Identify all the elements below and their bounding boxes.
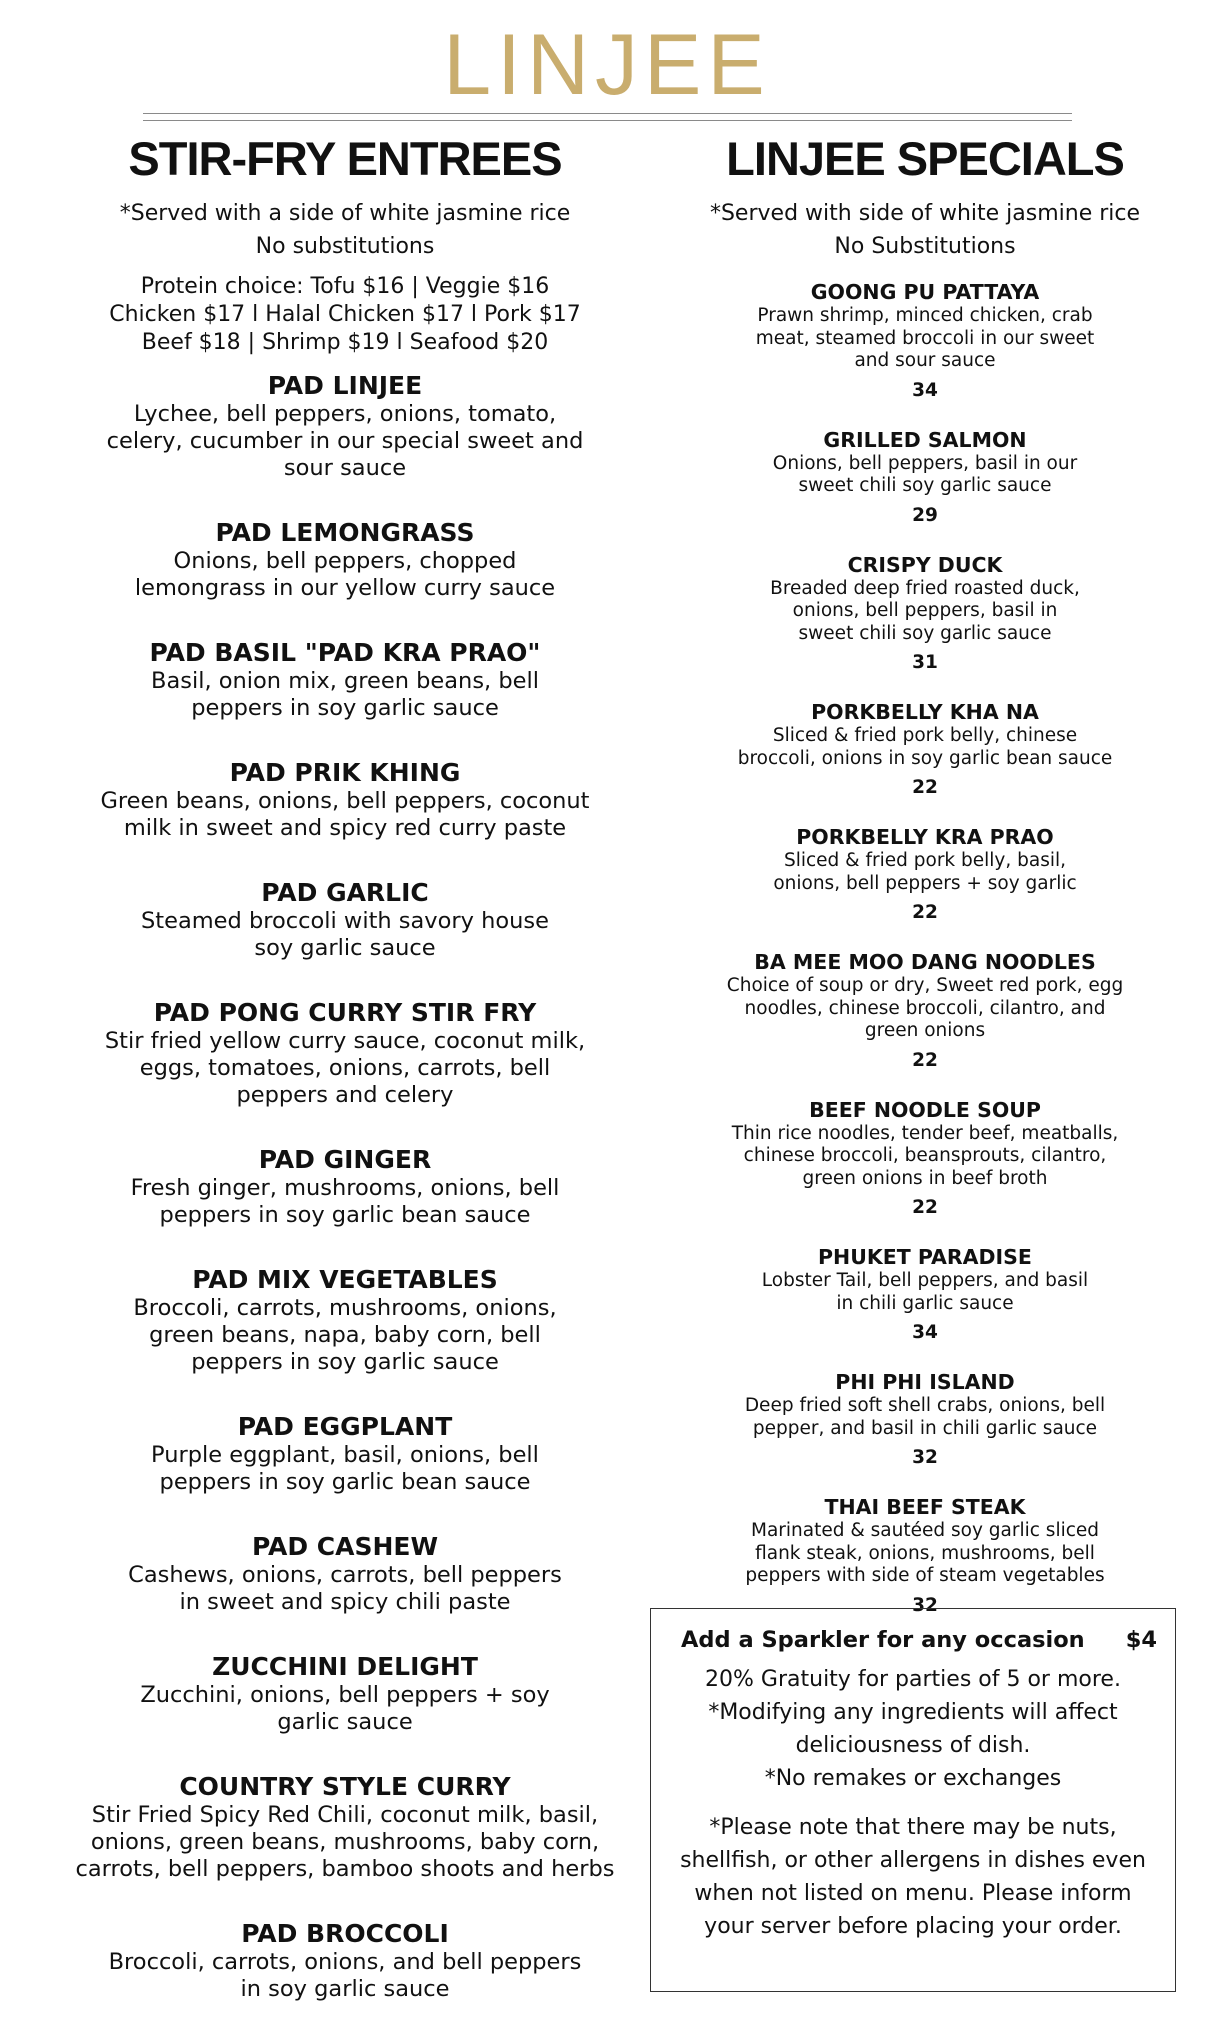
dish-description: peppers and celery — [236, 1082, 454, 1109]
special-price: 32 — [912, 1447, 938, 1469]
dish-name: PAD PONG CURRY STIR FRY — [153, 998, 537, 1028]
allergen-notice — [665, 1811, 1161, 1943]
special-item — [665, 552, 1185, 676]
menu-item — [60, 1772, 630, 1883]
special-description: peppers with side of steam vegetables — [745, 1565, 1105, 1587]
special-description: Choice of soup or dry, Sweet red pork, egg — [726, 975, 1124, 997]
dish-description: in sweet and spicy chili paste — [179, 1589, 511, 1616]
special-price: 34 — [912, 1322, 938, 1344]
special-description: Sliced & fried pork belly, chinese — [772, 725, 1078, 747]
specials-list — [665, 279, 1185, 1618]
special-item — [665, 1494, 1185, 1618]
allergen-line: your server before placing your order. — [704, 1914, 1122, 1939]
dish-description: Green beans, onions, bell peppers, coconut — [100, 788, 590, 815]
special-name: BA MEE MOO DANG NOODLES — [754, 950, 1096, 975]
special-description: sweet chili soy garlic sauce — [798, 622, 1052, 644]
dish-description: carrots, bell peppers, bamboo shoots and herbs — [75, 1856, 615, 1883]
menu-item — [60, 1652, 630, 1736]
dish-name: PAD MIX VEGETABLES — [192, 1265, 498, 1295]
special-description: flank steak, onions, mushrooms, bell — [755, 1542, 1095, 1564]
info-box — [650, 1608, 1176, 1992]
special-description: Lobster Tail, bell peppers, and basil — [761, 1270, 1089, 1292]
dish-description: Stir Fried Spicy Red Chili, coconut milk, basil, — [91, 1802, 599, 1829]
special-price: 22 — [912, 1197, 938, 1219]
dish-description: onions, green beans, mushrooms, baby corn, — [90, 1829, 600, 1856]
special-name: PORKBELLY KRA PRAO — [796, 825, 1054, 850]
dish-description: lemongrass in our yellow curry sauce — [134, 575, 556, 602]
menu-item — [60, 998, 630, 1109]
special-description: and sour sauce — [854, 350, 996, 372]
brand-logo: LINJEE — [443, 17, 771, 113]
dish-description: Broccoli, carrots, onions, and bell peppers — [108, 1949, 582, 1976]
menu-item — [60, 371, 630, 482]
dish-description: peppers in soy garlic bean sauce — [159, 1202, 531, 1229]
special-item — [665, 1369, 1185, 1470]
dish-name: ZUCCHINI DELIGHT — [212, 1652, 478, 1682]
sparkler-row — [665, 1627, 1161, 1653]
special-description: chinese broccoli, beansprouts, cilantro, — [743, 1145, 1107, 1167]
menu-item — [60, 878, 630, 962]
special-price: 22 — [912, 902, 938, 924]
menu-item — [60, 758, 630, 842]
special-name: PORKBELLY KHA NA — [811, 700, 1039, 725]
allergen-line: when not listed on menu. Please inform — [694, 1881, 1132, 1906]
divider-line — [143, 113, 1072, 114]
dish-description: Zucchini, onions, bell peppers + soy — [140, 1682, 550, 1709]
dish-description: garlic sauce — [277, 1709, 413, 1736]
info-line: 20% Gratuity for parties of 5 or more. — [705, 1667, 1121, 1692]
special-name: PHI PHI ISLAND — [835, 1370, 1015, 1395]
allergen-line: *Please note that there may be nuts, — [709, 1815, 1117, 1840]
special-name: PHUKET PARADISE — [818, 1245, 1032, 1270]
dish-name: COUNTRY STYLE CURRY — [179, 1772, 511, 1802]
menu-item — [60, 1412, 630, 1496]
special-price: 34 — [912, 379, 938, 401]
special-description: onions, bell peppers, basil in — [792, 600, 1058, 622]
divider-line — [143, 120, 1072, 121]
dish-name: PAD EGGPLANT — [237, 1412, 453, 1442]
special-item — [665, 427, 1185, 528]
stir-fry-section — [60, 128, 630, 2039]
menu-item — [60, 1919, 630, 2003]
special-description: sweet chili soy garlic sauce — [798, 475, 1052, 497]
protein-line: Chicken $17 l Halal Chicken $17 l Pork $17 — [109, 302, 581, 328]
special-price: 32 — [912, 1594, 938, 1616]
specials-title: LINJEE SPECIALS — [726, 132, 1124, 185]
special-price: 22 — [912, 1049, 938, 1071]
special-item — [665, 279, 1185, 403]
dish-description: green beans, napa, baby corn, bell — [149, 1322, 541, 1349]
dish-name: PAD CASHEW — [251, 1532, 439, 1562]
menu-item — [60, 1145, 630, 1229]
protein-line: Protein choice: Tofu $16 | Veggie $16 — [140, 274, 550, 300]
dish-description: Lychee, bell peppers, onions, tomato, — [133, 401, 557, 428]
dish-description: Cashews, onions, carrots, bell peppers — [128, 1562, 562, 1589]
dish-description: Onions, bell peppers, chopped — [173, 548, 517, 575]
special-description: Onions, bell peppers, basil in our — [772, 452, 1078, 474]
info-line: *Modifying any ingredients will affect — [708, 1700, 1118, 1725]
protein-choices — [60, 273, 630, 357]
special-item — [665, 699, 1185, 800]
menu-item — [60, 518, 630, 602]
special-description: Thin rice noodles, tender beef, meatballs, — [731, 1122, 1119, 1144]
special-name: GOONG PU PATTAYA — [810, 280, 1040, 305]
specials-note: *Served with side of white jasmine rice — [709, 201, 1141, 227]
special-item — [665, 824, 1185, 925]
menu-item — [60, 638, 630, 722]
info-line: deliciousness of dish. — [795, 1733, 1031, 1758]
sparkler-price: $4 — [1125, 1627, 1157, 1653]
dish-description: Fresh ginger, mushrooms, onions, bell — [130, 1175, 560, 1202]
special-description: Marinated & sautéed soy garlic sliced — [750, 1520, 1100, 1542]
menu-item — [60, 1532, 630, 1616]
special-item — [665, 949, 1185, 1073]
dish-description: sour sauce — [283, 455, 407, 482]
dish-description: peppers in soy garlic sauce — [191, 1349, 499, 1376]
dish-description: Steamed broccoli with savory house — [141, 908, 549, 935]
special-description: green onions in beef broth — [802, 1167, 1048, 1189]
protein-line: Beef $18 | Shrimp $19 l Seafood $20 — [141, 330, 549, 356]
dish-description: in soy garlic sauce — [240, 1976, 450, 2003]
special-description: in chili garlic sauce — [836, 1292, 1014, 1314]
dish-description: Broccoli, carrots, mushrooms, onions, — [133, 1295, 557, 1322]
special-name: CRISPY DUCK — [847, 552, 1003, 577]
special-description: onions, bell peppers + soy garlic — [773, 872, 1077, 894]
info-line: *No remakes or exchanges — [764, 1766, 1062, 1791]
specials-note: No Substitutions — [834, 234, 1016, 260]
stir-fry-title: STIR-FRY ENTREES — [128, 132, 562, 185]
dish-description: peppers in soy garlic bean sauce — [159, 1469, 531, 1496]
special-description: pepper, and basil in chili garlic sauce — [752, 1417, 1098, 1439]
stir-fry-note: No substitutions — [255, 234, 435, 260]
special-item — [665, 1244, 1185, 1345]
special-description: green onions — [864, 1020, 986, 1042]
specials-section — [665, 128, 1185, 1642]
menu-item — [60, 1265, 630, 1376]
sparkler-label: Add a Sparkler for any occasion — [681, 1627, 1085, 1653]
special-item — [665, 1097, 1185, 1221]
dish-name: PAD GINGER — [258, 1145, 432, 1175]
dish-name: PAD LINJEE — [267, 371, 423, 401]
special-description: Prawn shrimp, minced chicken, crab — [757, 305, 1093, 327]
dish-name: PAD PRIK KHING — [229, 758, 461, 788]
dish-name: PAD BASIL "PAD KRA PRAO" — [149, 638, 541, 668]
special-name: GRILLED SALMON — [823, 427, 1027, 452]
special-name: BEEF NOODLE SOUP — [809, 1097, 1041, 1122]
dish-name: PAD BROCCOLI — [241, 1919, 449, 1949]
special-description: broccoli, onions in soy garlic bean sauce — [737, 747, 1113, 769]
dish-description: celery, cucumber in our special sweet and — [106, 428, 584, 455]
special-price: 22 — [912, 777, 938, 799]
dish-description: soy garlic sauce — [254, 935, 436, 962]
dish-description: milk in sweet and spicy red curry paste — [123, 815, 567, 842]
special-description: Sliced & fried pork belly, basil, — [783, 850, 1067, 872]
special-description: Deep fried soft shell crabs, onions, bell — [744, 1395, 1106, 1417]
dish-description: eggs, tomatoes, onions, carrots, bell — [139, 1055, 551, 1082]
dish-description: peppers in soy garlic sauce — [191, 695, 499, 722]
special-description: Breaded deep fried roasted duck, — [770, 577, 1080, 599]
dish-name: PAD GARLIC — [261, 878, 429, 908]
dish-description: Stir fried yellow curry sauce, coconut milk, — [104, 1028, 586, 1055]
dish-name: PAD LEMONGRASS — [215, 518, 475, 548]
special-price: 31 — [912, 652, 938, 674]
special-price: 29 — [912, 504, 938, 526]
dish-description: Basil, onion mix, green beans, bell — [151, 668, 539, 695]
stir-fry-list — [60, 371, 630, 2003]
special-description: noodles, chinese broccoli, cilantro, and — [744, 997, 1106, 1019]
special-name: THAI BEEF STEAK — [824, 1495, 1026, 1520]
allergen-line: shellfish, or other allergens in dishes even — [680, 1848, 1146, 1873]
stir-fry-note: *Served with a side of white jasmine rice — [119, 201, 571, 227]
special-description: meat, steamed broccoli in our sweet — [755, 327, 1095, 349]
dish-description: Purple eggplant, basil, onions, bell — [151, 1442, 539, 1469]
